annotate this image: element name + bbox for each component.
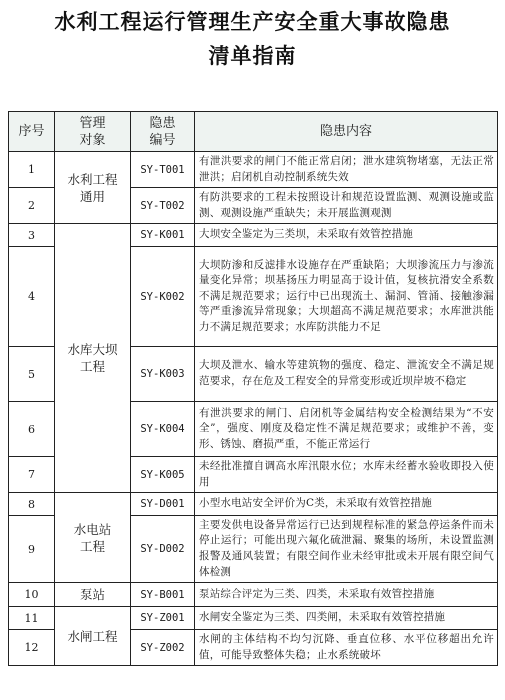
table-row <box>9 152 498 188</box>
hazard-content: 泵站综合评定为三类、四类，未采取有效管控措施 <box>195 583 498 607</box>
row-number: 10 <box>9 583 55 607</box>
header-code-line1: 隐患 <box>149 115 176 131</box>
table-row <box>9 583 498 607</box>
hazard-code: SY-K004 <box>131 402 195 457</box>
row-number: 9 <box>9 516 55 583</box>
hazard-code: SY-T001 <box>131 152 195 188</box>
hazard-content: 有泄洪要求的闸门不能正常启闭；泄水建筑物堵塞，无法正常泄洪；启闭机自动控制系统失效 <box>195 152 498 188</box>
row-number: 3 <box>9 224 55 247</box>
header-object-line1: 管理 <box>79 115 106 131</box>
table-row <box>9 607 498 630</box>
hazard-code: SY-B001 <box>131 583 195 607</box>
hazard-code: SY-Z001 <box>131 607 195 630</box>
hazard-code: SY-D002 <box>131 516 195 583</box>
header-code-line2: 编号 <box>149 132 176 148</box>
row-number: 12 <box>9 630 55 666</box>
group-reservoir-dam <box>55 224 131 493</box>
group-hydropower-line2: 工程 <box>79 538 105 554</box>
hazard-code: SY-K002 <box>131 247 195 347</box>
row-number: 2 <box>9 188 55 224</box>
row-number: 1 <box>9 152 55 188</box>
group-sluice: 水闸工程 <box>55 607 131 666</box>
row-number: 11 <box>9 607 55 630</box>
hazard-content: 主要发供电设备异常运行已达到规程标准的紧急停运条件而未停止运行；可能出现六氟化硫泄漏、聚集的场所，未设置监测报警及通风装置；有限空间作业未经审批或未开展有限空间气体检测 <box>195 516 498 583</box>
group-general <box>55 152 131 224</box>
hazard-content: 有泄洪要求的闸门、启闭机等金属结构安全检测结果为“不安全”，强度、刚度及稳定性不满足规范要求；或维护不善，变形、锈蚀、磨损严重，不能正常运行 <box>195 402 498 457</box>
hazard-content: 大坝防渗和反滤排水设施存在严重缺陷；大坝渗流压力与渗流量变化异常；坝基扬压力明显高于设计值，复核抗滑安全系数不满足规范要求；运行中已出现流土、漏洞、管涌、接触渗漏等严重渗流异常现象；大坝超高不满足规范要求；水库泄洪能力不满足规范要求；水库防洪能力不足 <box>195 247 498 347</box>
hazard-content: 水闸的主体结构不均匀沉降、垂直位移、水平位移超出允许值，可能导致整体失稳；止水系统破坏 <box>195 630 498 666</box>
group-reservoir-dam-line1: 水库大坝 <box>67 342 118 357</box>
hazard-table <box>8 111 498 666</box>
hazard-content: 小型水电站安全评价为C类，未采取有效管控措施 <box>195 493 498 516</box>
header-object <box>55 112 131 152</box>
hazard-code: SY-K003 <box>131 347 195 402</box>
header-object-line2: 对象 <box>79 132 106 148</box>
row-number: 6 <box>9 402 55 457</box>
row-number: 7 <box>9 457 55 493</box>
hazard-content: 大坝及泄水、输水等建筑物的强度、稳定、泄流安全不满足规范要求，存在危及工程安全的异常变形或近坝岸坡不稳定 <box>195 347 498 402</box>
header-content: 隐患内容 <box>195 112 498 152</box>
group-general-line2: 通用 <box>79 188 105 204</box>
group-reservoir-dam-line2: 工程 <box>79 359 105 374</box>
table-row <box>9 493 498 516</box>
hazard-content: 未经批准擅自调高水库汛限水位；水库未经蓄水验收即投入使用 <box>195 457 498 493</box>
group-hydropower <box>55 493 131 583</box>
group-pump-station: 泵站 <box>55 583 131 607</box>
row-number: 5 <box>9 347 55 402</box>
group-general-line1: 水利工程 <box>67 171 118 187</box>
hazard-code: SY-D001 <box>131 493 195 516</box>
row-number: 4 <box>9 247 55 347</box>
group-hydropower-line1: 水电站 <box>73 521 112 537</box>
header-serial: 序号 <box>9 112 55 152</box>
table-row <box>9 224 498 247</box>
header-code <box>131 112 195 152</box>
document-title-line2: 清单指南 <box>208 44 297 68</box>
hazard-content: 水闸安全鉴定为三类、四类闸，未采取有效管控措施 <box>195 607 498 630</box>
table-header-row <box>9 112 498 152</box>
document-title-line1: 水利工程运行管理生产安全重大事故隐患 <box>54 10 451 34</box>
hazard-code: SY-K005 <box>131 457 195 493</box>
hazard-code: SY-Z002 <box>131 630 195 666</box>
hazard-content: 大坝安全鉴定为三类坝，未采取有效管控措施 <box>195 224 498 247</box>
hazard-code: SY-K001 <box>131 224 195 247</box>
row-number: 8 <box>9 493 55 516</box>
hazard-code: SY-T002 <box>131 188 195 224</box>
hazard-content: 有防洪要求的工程未按照设计和规范设置监测、观测设施或监测、观测设施严重缺失；未开展监测观测 <box>195 188 498 224</box>
